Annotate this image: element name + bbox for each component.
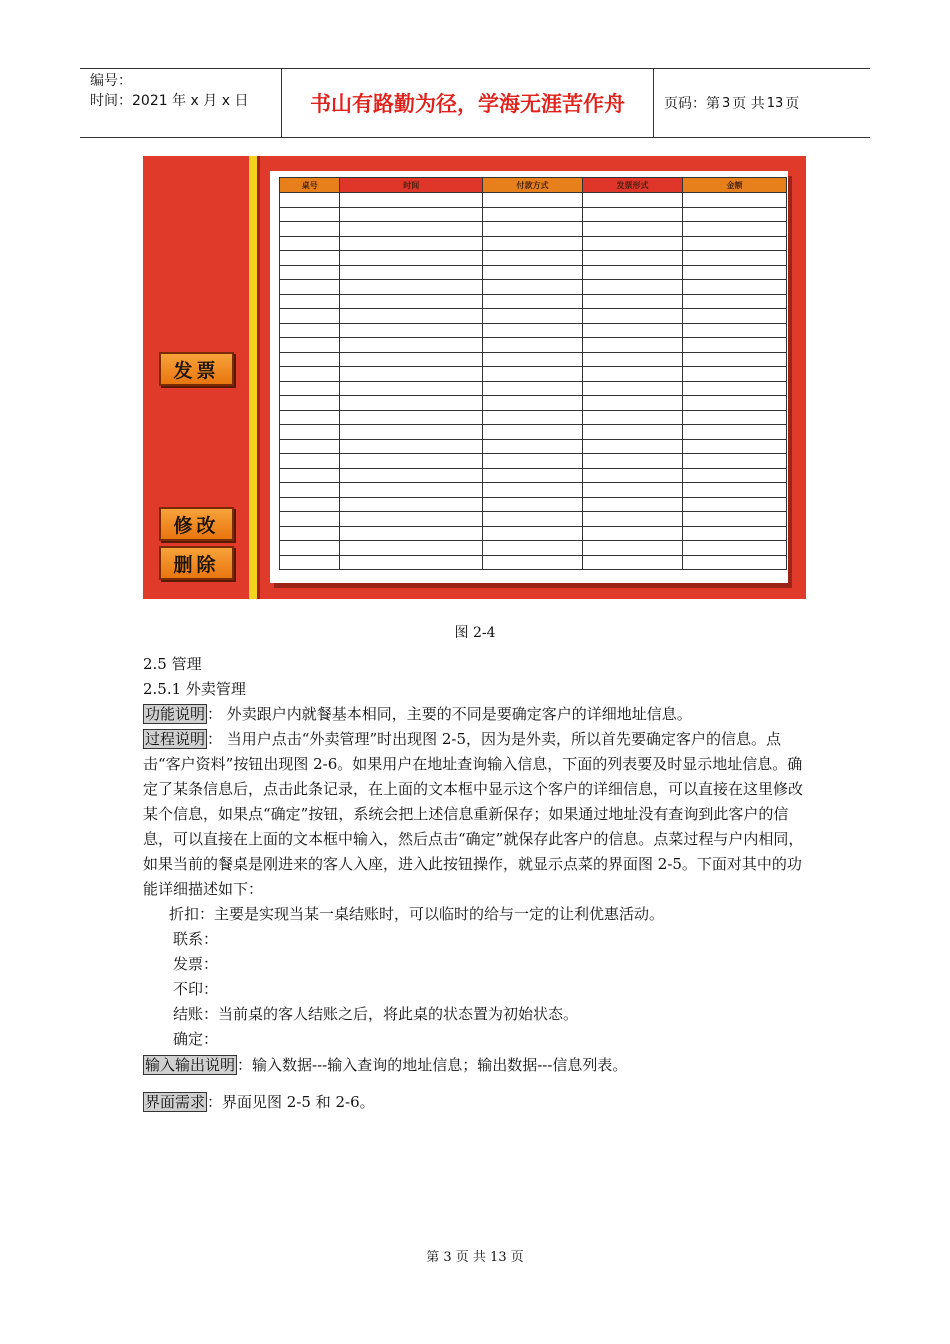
table-cell[interactable] [582,280,682,295]
table-cell[interactable] [482,555,582,570]
table-cell[interactable] [340,193,483,208]
table-cell[interactable] [482,396,582,411]
table-cell[interactable] [582,512,682,527]
edit-button[interactable]: 修改 [159,507,234,541]
table-cell[interactable] [582,483,682,498]
invoice-table-panel [270,171,788,583]
table-row[interactable] [280,512,787,527]
figure-invoice-screen [143,156,806,599]
table-cell[interactable] [682,425,786,440]
table-header-row [280,178,787,193]
table-cell[interactable] [582,236,682,251]
table-row[interactable] [280,541,787,556]
table-row[interactable] [280,410,787,425]
table-cell[interactable] [682,454,786,469]
table-cell[interactable] [340,381,483,396]
table-cell[interactable] [340,294,483,309]
table-cell[interactable] [482,294,582,309]
table-cell[interactable] [682,541,786,556]
table-cell[interactable] [340,309,483,324]
table-row[interactable] [280,555,787,570]
table-cell[interactable] [682,396,786,411]
table-cell[interactable] [682,497,786,512]
table-cell[interactable] [582,396,682,411]
table-cell[interactable] [340,468,483,483]
table-cell[interactable] [340,497,483,512]
ui-paragraph [143,1090,808,1115]
page-footer: 第 3 页 共 13 页 [426,1250,524,1265]
table-cell[interactable] [340,396,483,411]
table-cell[interactable] [280,512,340,527]
table-cell[interactable] [280,468,340,483]
table-cell[interactable] [682,265,786,280]
table-cell[interactable] [582,265,682,280]
page-current: 3 [722,95,731,111]
table-cell[interactable] [482,280,582,295]
table-cell[interactable] [280,294,340,309]
table-cell[interactable] [340,454,483,469]
table-cell[interactable] [340,323,483,338]
table-cell[interactable] [582,309,682,324]
table-cell[interactable] [682,526,786,541]
table-cell[interactable] [582,193,682,208]
table-cell[interactable] [482,251,582,266]
page-suffix: 页 [785,96,800,112]
table-cell[interactable] [582,338,682,353]
table-cell[interactable] [280,410,340,425]
table-cell[interactable] [482,207,582,222]
table-cell[interactable] [340,555,483,570]
table-cell[interactable] [280,396,340,411]
table-row[interactable] [280,352,787,367]
table-cell[interactable] [482,497,582,512]
table-cell[interactable] [682,483,786,498]
table-row[interactable] [280,425,787,440]
table-cell[interactable] [340,367,483,382]
table-cell[interactable] [582,468,682,483]
table-cell[interactable] [682,381,786,396]
table-cell[interactable] [482,236,582,251]
table-row[interactable] [280,309,787,324]
table-cell[interactable] [482,381,582,396]
table-cell[interactable] [340,483,483,498]
table-cell[interactable] [582,367,682,382]
table-cell[interactable] [340,236,483,251]
proc-label: 过程说明 [145,730,206,748]
table-cell[interactable] [682,251,786,266]
table-cell[interactable] [280,425,340,440]
list-item: 结账：当前桌的客人结账之后，将此桌的状态置为初始状态。 [173,1005,579,1023]
header-page-info [654,69,870,137]
table-cell[interactable] [280,352,340,367]
table-cell[interactable] [280,236,340,251]
table-row[interactable] [280,338,787,353]
col-time[interactable]: 时间 [340,178,483,193]
io-label: 输入输出说明 [145,1056,236,1074]
table-cell[interactable] [682,439,786,454]
ui-text: ：界面见图 2-5 和 2-6。 [207,1093,375,1111]
table-cell[interactable] [280,265,340,280]
ui-label: 界面需求 [145,1093,206,1111]
divider-bar [249,156,257,599]
subsection-heading: 2.5.1 外卖管理 [143,680,246,698]
table-cell[interactable] [340,439,483,454]
table-cell[interactable] [482,367,582,382]
table-cell[interactable] [280,280,340,295]
table-cell[interactable] [482,338,582,353]
table-cell[interactable] [340,251,483,266]
table-row[interactable] [280,323,787,338]
table-row[interactable] [280,396,787,411]
invoice-button[interactable]: 发票 [159,352,234,386]
header-motto: 书山有路勤为径，学海无涯苦作舟 [281,69,654,137]
list-item: 折扣：主要是实现当某一桌结账时，可以临时的给与一定的让利优惠活动。 [169,905,665,923]
table-cell[interactable] [582,526,682,541]
table-cell[interactable] [482,352,582,367]
table-cell[interactable] [482,425,582,440]
invoice-table-body [280,193,787,570]
document-body [143,652,808,1115]
table-cell[interactable] [682,468,786,483]
table-cell[interactable] [482,410,582,425]
table-cell[interactable] [280,338,340,353]
table-cell[interactable] [582,381,682,396]
func-label: 功能说明 [145,705,206,723]
table-row[interactable] [280,483,787,498]
table-cell[interactable] [682,294,786,309]
io-paragraph [143,1053,808,1078]
table-row[interactable] [280,236,787,251]
table-cell[interactable] [582,207,682,222]
table-cell[interactable] [482,468,582,483]
list-item: 联系： [173,930,219,948]
table-row[interactable] [280,367,787,382]
table-row[interactable] [280,251,787,266]
table-cell[interactable] [482,526,582,541]
divider-shadow [257,156,260,599]
table-row[interactable] [280,265,787,280]
table-cell[interactable] [340,207,483,222]
table-cell[interactable] [340,410,483,425]
table-cell[interactable] [482,323,582,338]
page-total: 13 [766,95,784,111]
proc-paragraph [143,727,808,902]
table-cell[interactable] [682,555,786,570]
func-paragraph [143,702,808,727]
table-cell[interactable] [280,454,340,469]
list-item: 不印： [173,980,219,998]
table-cell[interactable] [682,193,786,208]
table-cell[interactable] [682,207,786,222]
col-payment-method[interactable]: 付款方式 [482,178,582,193]
proc-text: ： 当用户点击“外卖管理”时出现图 2-5，因为是外卖，所以首先要确定客户的信息。点击“客户资料”按钮出现图 2-6。如果用户在地址查询输入信息，下面的列表要及时显示地址信息。确定了某条信息后，点击此条记录，在上面的文本框中显示这个客户的详细信息，可以直接在这里修改某个信息，如果点“确定”按钮，系统会把上述信息重新保存；如果通过地址没有查询到此客户的信息，可以直接在上面的文本框中输入，然后点击“确定”就保存此客户的信息。点菜过程与户内相同，如果当前的餐桌是刚进来的客人入座，进入此按钮操作，就显示点菜的界面图 2-5。下面对其中的功能详细描述如下： [143,730,804,898]
table-cell[interactable] [582,541,682,556]
table-cell[interactable] [340,425,483,440]
figure-caption: 图 2-4 [454,625,496,641]
table-cell[interactable] [582,497,682,512]
table-cell[interactable] [582,555,682,570]
page-prefix: 页码：第 [664,96,720,112]
table-cell[interactable] [280,222,340,237]
table-cell[interactable] [340,222,483,237]
table-row[interactable] [280,381,787,396]
table-cell[interactable] [682,280,786,295]
table-row[interactable] [280,526,787,541]
table-cell[interactable] [582,439,682,454]
invoice-table [279,177,787,570]
table-cell[interactable] [280,541,340,556]
table-cell[interactable] [682,410,786,425]
table-cell[interactable] [280,207,340,222]
page-header [80,68,870,138]
table-cell[interactable] [340,338,483,353]
table-row[interactable] [280,193,787,208]
header-meta [80,69,281,137]
list-item: 确定： [173,1030,219,1048]
table-cell[interactable] [482,439,582,454]
table-cell[interactable] [582,425,682,440]
delete-button[interactable]: 删除 [159,546,234,580]
table-row[interactable] [280,454,787,469]
table-cell[interactable] [582,410,682,425]
col-table-no[interactable]: 桌号 [280,178,340,193]
table-cell[interactable] [340,280,483,295]
table-cell[interactable] [682,367,786,382]
table-row[interactable] [280,468,787,483]
table-cell[interactable] [582,454,682,469]
table-cell[interactable] [582,222,682,237]
table-cell[interactable] [280,251,340,266]
table-cell[interactable] [482,265,582,280]
table-cell[interactable] [340,512,483,527]
table-cell[interactable] [280,497,340,512]
table-cell[interactable] [682,512,786,527]
table-row[interactable] [280,294,787,309]
table-cell[interactable] [280,367,340,382]
section-heading: 2.5 管理 [143,655,202,673]
table-cell[interactable] [340,541,483,556]
table-cell[interactable] [482,483,582,498]
table-cell[interactable] [582,251,682,266]
table-cell[interactable] [682,236,786,251]
table-cell[interactable] [582,323,682,338]
col-amount[interactable]: 金额 [682,178,786,193]
doc-number-label: 编号： [90,73,132,89]
table-row[interactable] [280,222,787,237]
table-cell[interactable] [280,439,340,454]
table-cell[interactable] [482,512,582,527]
table-cell[interactable] [280,309,340,324]
table-cell[interactable] [280,381,340,396]
table-row[interactable] [280,207,787,222]
table-cell[interactable] [682,222,786,237]
table-cell[interactable] [340,265,483,280]
table-cell[interactable] [682,323,786,338]
table-cell[interactable] [280,526,340,541]
list-item: 发票： [173,955,219,973]
table-cell[interactable] [340,352,483,367]
table-row[interactable] [280,497,787,512]
table-cell[interactable] [482,193,582,208]
func-text: ： 外卖跟户内就餐基本相同，主要的不同是要确定客户的详细地址信息。 [207,705,692,723]
table-cell[interactable] [280,323,340,338]
table-cell[interactable] [482,222,582,237]
table-cell[interactable] [682,309,786,324]
table-row[interactable] [280,439,787,454]
table-cell[interactable] [280,555,340,570]
table-cell[interactable] [482,454,582,469]
col-invoice-type[interactable]: 发票形式 [582,178,682,193]
table-cell[interactable] [582,352,682,367]
io-text: ：输入数据---输入查询的地址信息；输出数据---信息列表。 [237,1056,628,1074]
table-cell[interactable] [482,541,582,556]
table-cell[interactable] [340,526,483,541]
page-mid: 页 共 [732,96,765,112]
table-cell[interactable] [280,193,340,208]
table-cell[interactable] [582,294,682,309]
table-cell[interactable] [280,483,340,498]
table-cell[interactable] [682,338,786,353]
doc-date-label: 时间：2021 年 x 月 x 日 [90,93,249,109]
table-cell[interactable] [482,309,582,324]
table-row[interactable] [280,280,787,295]
table-cell[interactable] [682,352,786,367]
